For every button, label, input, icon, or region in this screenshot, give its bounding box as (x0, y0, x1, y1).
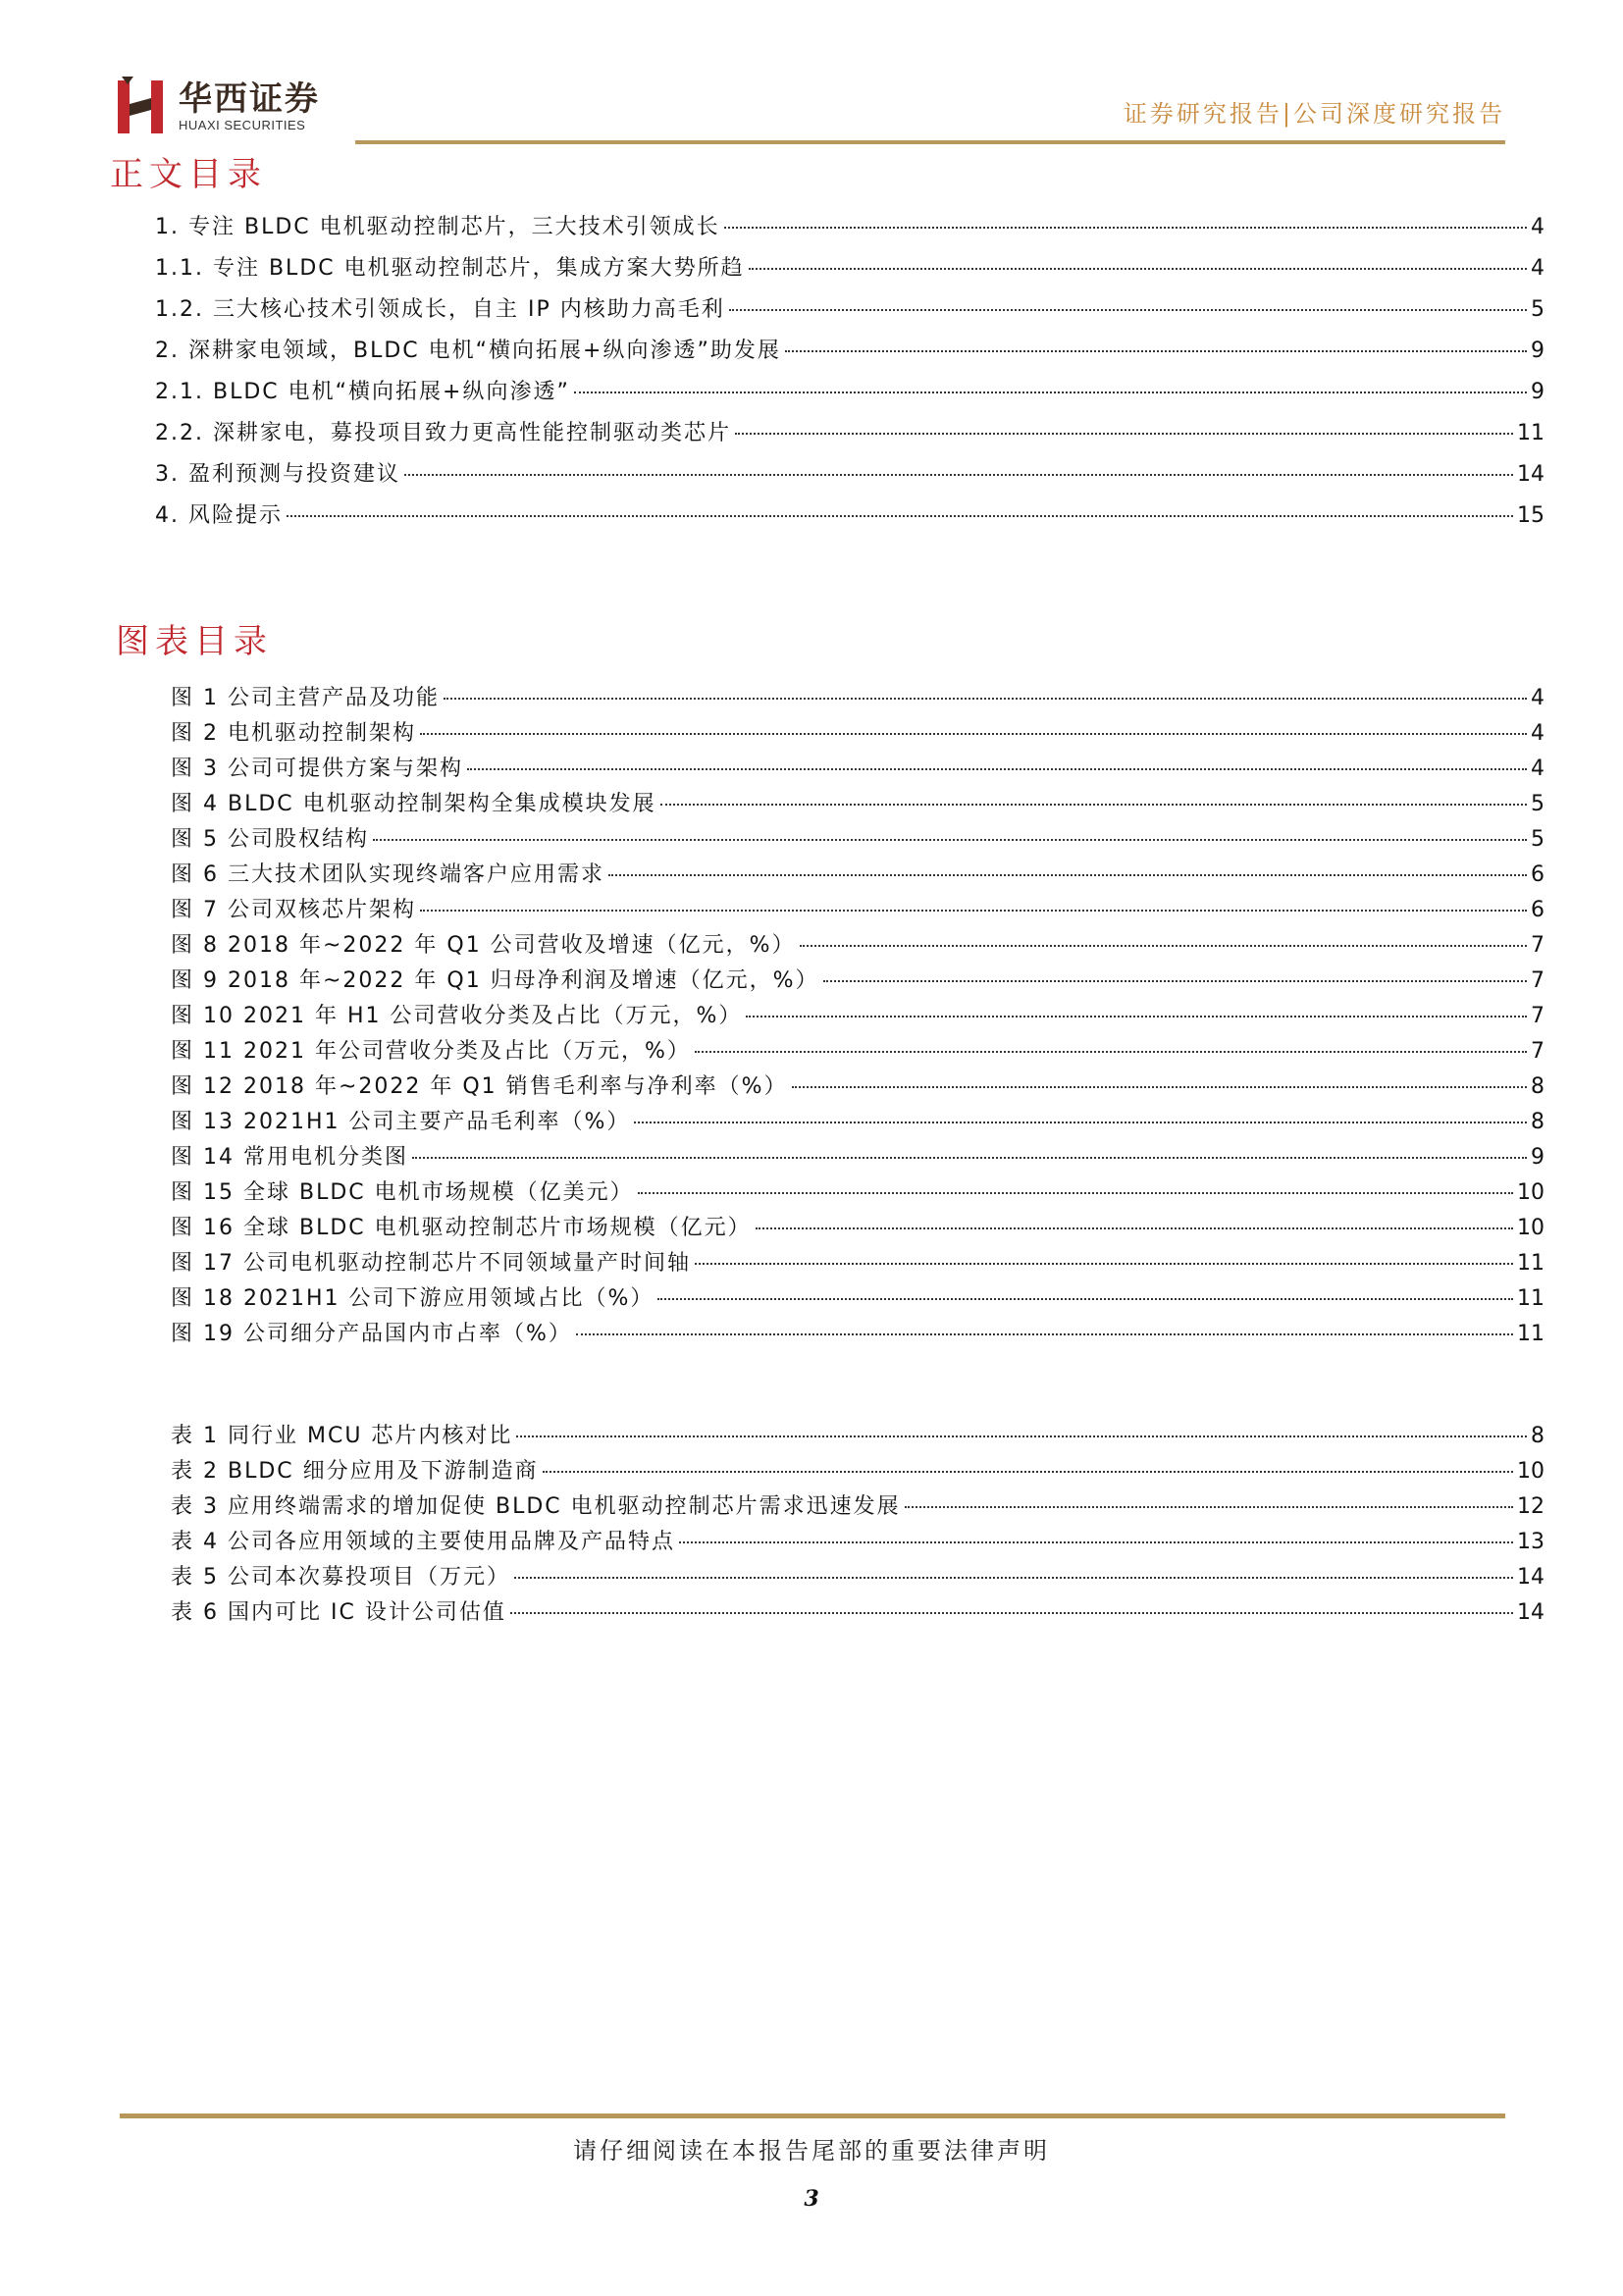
dot-leader (695, 1051, 1527, 1053)
toc-list (155, 210, 1544, 540)
toc-entry-label: 1. 专注 BLDC 电机驱动控制芯片，三大技术引领成长 (155, 215, 720, 239)
dot-leader (724, 227, 1527, 229)
toc-entry-label: 1.1. 专注 BLDC 电机驱动控制芯片，集成方案大势所趋 (155, 256, 745, 281)
figure-entry-label: 图 12 2018 年~2022 年 Q1 销售毛利率与净利率（%） (171, 1074, 788, 1099)
figure-entry-page: 7 (1531, 1004, 1544, 1028)
table-entry[interactable] (171, 1454, 1544, 1489)
toc-entry-label: 3. 盈利预测与投资建议 (155, 462, 400, 487)
figure-entry[interactable] (171, 1070, 1544, 1105)
figure-entry-label: 图 9 2018 年~2022 年 Q1 归母净利润及增速（亿元，%） (171, 968, 819, 993)
dot-leader (444, 698, 1527, 700)
dot-leader (420, 910, 1527, 912)
figure-entry-label: 图 6 三大技术团队实现终端客户应用需求 (171, 862, 604, 887)
dot-leader (800, 945, 1527, 947)
figure-entry[interactable] (171, 752, 1544, 787)
figure-entry-page: 4 (1531, 686, 1544, 710)
figure-entry-page: 11 (1517, 1251, 1544, 1276)
dot-leader (404, 474, 1513, 476)
toc-entry-label: 2.1. BLDC 电机“横向拓展+纵向渗透” (155, 380, 570, 404)
figure-entry[interactable] (171, 999, 1544, 1034)
figure-entry[interactable] (171, 893, 1544, 928)
figure-entry[interactable] (171, 928, 1544, 964)
toc-entry[interactable] (155, 498, 1544, 540)
figure-entry-page: 9 (1531, 1145, 1544, 1170)
toc-entry[interactable] (155, 210, 1544, 251)
figure-entry-page: 4 (1531, 721, 1544, 746)
dot-leader (412, 1157, 1527, 1159)
figure-entry-page: 7 (1531, 1039, 1544, 1064)
table-entry[interactable] (171, 1419, 1544, 1454)
table-entry-page: 12 (1517, 1494, 1544, 1519)
figure-entry-label: 图 11 2021 年公司营收分类及占比（万元，%） (171, 1039, 691, 1064)
figure-entry-page: 8 (1531, 1074, 1544, 1099)
dot-leader (373, 839, 1527, 841)
toc-entry-page: 5 (1531, 297, 1544, 322)
figure-entry-label: 图 1 公司主营产品及功能 (171, 686, 440, 710)
toc-entry-page: 4 (1531, 256, 1544, 281)
dot-leader (729, 309, 1527, 311)
table-entry-label: 表 2 BLDC 细分应用及下游制造商 (171, 1459, 539, 1484)
dot-leader (905, 1506, 1513, 1508)
figure-entry[interactable] (171, 858, 1544, 893)
dot-leader (576, 1333, 1513, 1335)
toc-entry-page: 14 (1517, 462, 1544, 487)
dot-leader (608, 874, 1527, 876)
table-entry[interactable] (171, 1525, 1544, 1560)
toc-entry[interactable] (155, 292, 1544, 334)
figure-entry-label: 图 19 公司细分产品国内市占率（%） (171, 1322, 572, 1346)
dot-leader (510, 1612, 1513, 1614)
toc-entry[interactable] (155, 457, 1544, 498)
header-divider (355, 140, 1505, 144)
figure-entry-label: 图 8 2018 年~2022 年 Q1 公司营收及增速（亿元，%） (171, 933, 796, 958)
figure-entry-label: 图 7 公司双核芯片架构 (171, 898, 416, 922)
figure-entry-label: 图 10 2021 年 H1 公司营收分类及占比（万元，%） (171, 1004, 743, 1028)
legal-notice: 请仔细阅读在本报告尾部的重要法律声明 (573, 2137, 1050, 2165)
table-entry-page: 8 (1531, 1424, 1544, 1448)
dot-leader (695, 1263, 1513, 1265)
dot-leader (785, 350, 1527, 352)
dot-leader (287, 515, 1513, 517)
figure-entry[interactable] (171, 1105, 1544, 1140)
toc-entry-page: 9 (1531, 380, 1544, 404)
figure-entry[interactable] (171, 681, 1544, 716)
dot-leader (660, 804, 1527, 806)
toc-entry-page: 15 (1517, 503, 1544, 528)
figure-entry-label: 图 5 公司股权结构 (171, 827, 369, 852)
toc-entry-label: 2. 深耕家电领域，BLDC 电机“横向拓展+纵向渗透”助发展 (155, 339, 781, 363)
toc-entry[interactable] (155, 251, 1544, 292)
dot-leader (756, 1227, 1513, 1229)
dot-leader (574, 391, 1527, 393)
figure-entry-page: 7 (1531, 933, 1544, 958)
figure-entry-page: 10 (1517, 1216, 1544, 1240)
table-entry-page: 13 (1517, 1530, 1544, 1554)
figure-entry-page: 5 (1531, 792, 1544, 816)
toc-entry-label: 1.2. 三大核心技术引领成长，自主 IP 内核助力高毛利 (155, 297, 725, 322)
dot-leader (735, 433, 1513, 435)
page-number: 3 (804, 2186, 819, 2212)
figure-entry[interactable] (171, 1140, 1544, 1175)
report-type: 证券研究报告|公司深度研究报告 (1123, 100, 1505, 128)
dot-leader (749, 268, 1527, 270)
figure-entry-label: 图 17 公司电机驱动控制芯片不同领域量产时间轴 (171, 1251, 691, 1276)
footer-divider (120, 2113, 1505, 2118)
figure-entry[interactable] (171, 822, 1544, 858)
dot-leader (634, 1122, 1527, 1123)
figure-entry-page: 5 (1531, 827, 1544, 852)
table-entry-label: 表 1 同行业 MCU 芯片内核对比 (171, 1424, 513, 1448)
figure-entry[interactable] (171, 787, 1544, 822)
logo-english-name: HUAXI SECURITIES (179, 117, 306, 132)
figure-entry[interactable] (171, 1317, 1544, 1352)
figure-entry-label: 图 3 公司可提供方案与架构 (171, 757, 463, 781)
figure-entry-page: 11 (1517, 1322, 1544, 1346)
table-entry-label: 表 3 应用终端需求的增加促使 BLDC 电机驱动控制芯片需求迅速发展 (171, 1494, 901, 1519)
toc-entry-page: 11 (1517, 421, 1544, 445)
dot-leader (467, 768, 1527, 770)
figure-list (171, 681, 1544, 1352)
figure-entry[interactable] (171, 1034, 1544, 1070)
figure-entry-label: 图 18 2021H1 公司下游应用领域占比（%） (171, 1286, 654, 1311)
table-entry[interactable] (171, 1595, 1544, 1631)
toc-entry[interactable] (155, 375, 1544, 416)
table-entry-label: 表 6 国内可比 IC 设计公司估值 (171, 1600, 506, 1625)
dot-leader (543, 1471, 1513, 1473)
company-logo (116, 77, 320, 135)
figure-entry[interactable] (171, 716, 1544, 752)
figure-entry-page: 4 (1531, 757, 1544, 781)
toc-title: 正文目录 (110, 155, 267, 194)
dot-leader (746, 1016, 1527, 1018)
table-entry[interactable] (171, 1489, 1544, 1525)
dot-leader (514, 1577, 1513, 1579)
figure-entry-page: 7 (1531, 968, 1544, 993)
toc-entry[interactable] (155, 334, 1544, 375)
dot-leader (638, 1192, 1513, 1194)
table-entry-page: 14 (1517, 1600, 1544, 1625)
dot-leader (792, 1086, 1527, 1088)
toc-entry-label: 2.2. 深耕家电，募投项目致力更高性能控制驱动类芯片 (155, 421, 731, 445)
figure-entry[interactable] (171, 1281, 1544, 1317)
dot-leader (823, 980, 1527, 982)
figure-entry-page: 10 (1517, 1180, 1544, 1205)
huaxi-logo-icon (116, 77, 167, 135)
figure-entry-page: 6 (1531, 898, 1544, 922)
toc-entry-page: 9 (1531, 339, 1544, 363)
table-entry[interactable] (171, 1560, 1544, 1595)
table-entry-page: 14 (1517, 1565, 1544, 1590)
figure-entry-label: 图 15 全球 BLDC 电机市场规模（亿美元） (171, 1180, 634, 1205)
dot-leader (657, 1298, 1513, 1300)
figure-entry[interactable] (171, 1211, 1544, 1246)
figure-entry[interactable] (171, 1246, 1544, 1281)
dot-leader (516, 1435, 1527, 1437)
logo-chinese-name: 华西证券 (179, 78, 320, 119)
figure-entry-label: 图 2 电机驱动控制架构 (171, 721, 416, 746)
table-entry-label: 表 5 公司本次募投项目（万元） (171, 1565, 510, 1590)
figure-list-title: 图表目录 (116, 622, 273, 661)
figure-entry-label: 图 13 2021H1 公司主要产品毛利率（%） (171, 1110, 631, 1134)
figure-entry[interactable] (171, 964, 1544, 999)
figure-entry-page: 6 (1531, 862, 1544, 887)
toc-entry-label: 4. 风险提示 (155, 503, 283, 528)
figure-entry-page: 8 (1531, 1110, 1544, 1134)
dot-leader (679, 1541, 1513, 1543)
figure-entry[interactable] (171, 1175, 1544, 1211)
table-entry-label: 表 4 公司各应用领域的主要使用品牌及产品特点 (171, 1530, 675, 1554)
figure-entry-label: 图 16 全球 BLDC 电机驱动控制芯片市场规模（亿元） (171, 1216, 752, 1240)
figure-entry-label: 图 4 BLDC 电机驱动控制架构全集成模块发展 (171, 792, 656, 816)
table-entry-page: 10 (1517, 1459, 1544, 1484)
figure-entry-page: 11 (1517, 1286, 1544, 1311)
toc-entry[interactable] (155, 416, 1544, 457)
table-list (171, 1419, 1544, 1631)
dot-leader (420, 733, 1527, 735)
toc-entry-page: 4 (1531, 215, 1544, 239)
figure-entry-label: 图 14 常用电机分类图 (171, 1145, 408, 1170)
